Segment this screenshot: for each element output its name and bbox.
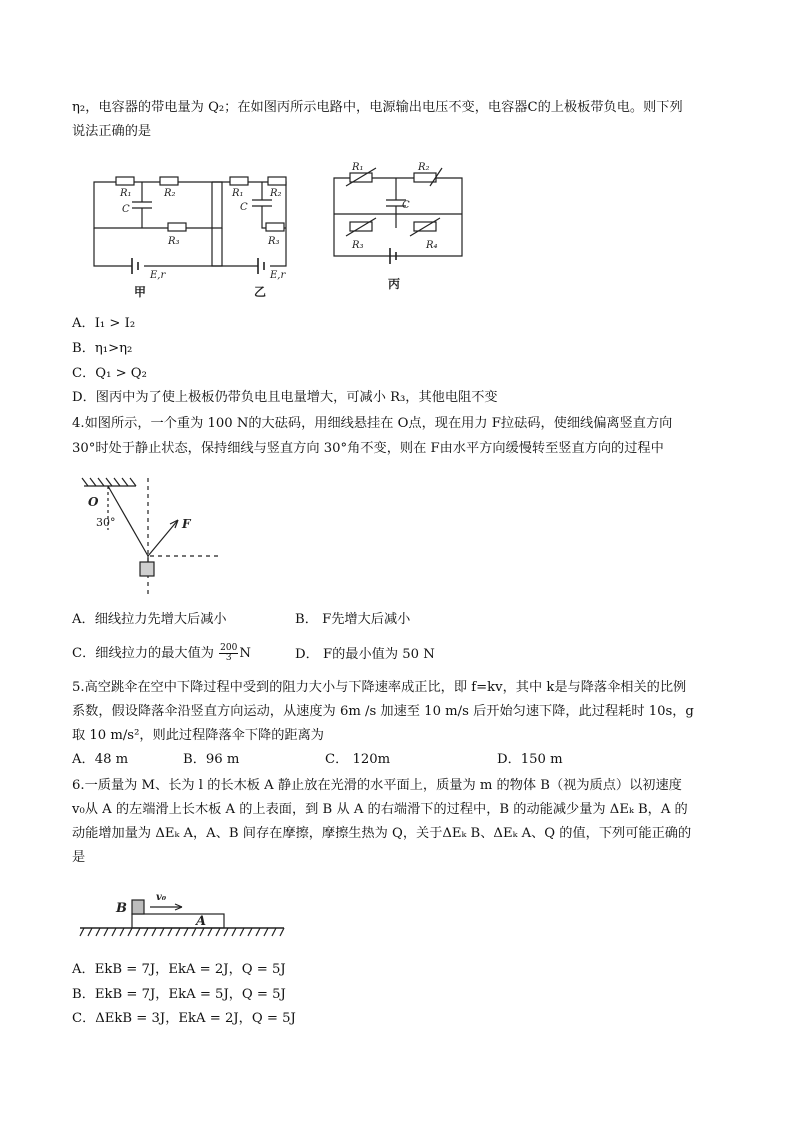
q4-option-c-unit: N <box>239 646 251 661</box>
q5-stem-line-1: 5.高空跳伞在空中下降过程中受到的阻力大小与下降速率成正比，即 f=kv，其中 k是与降落伞相关的比例 <box>72 680 687 695</box>
q4-option-c[interactable] <box>72 644 251 663</box>
jia-R3-label: R₃ <box>168 236 180 247</box>
q4-stem-line-1: 4.如图所示，一个重为 100 N的大砝码，用细线悬挂在 O点，现在用力 F拉砝码，使细线偏离竖直方向 <box>72 416 673 431</box>
q4-stem-line-2: 30°时处于静止状态，保持细线与竖直方向 30°角不变，则在 F由水平方向缓慢转至竖直方向的过程中 <box>72 441 664 456</box>
q6-block-B-label: B <box>116 901 127 916</box>
bing-R1-label: R₁ <box>352 162 364 173</box>
jia-caption: 甲 <box>134 285 147 299</box>
q3-option-a[interactable]: A．I₁ > I₂ <box>72 316 136 331</box>
q6-velocity-label: v₀ <box>156 892 167 903</box>
jia-E-label: E,r <box>150 270 166 281</box>
fraction-denominator: 3 <box>225 653 232 663</box>
fraction-numerator: 200 <box>220 643 238 653</box>
q6-board-A-label: A <box>196 914 207 929</box>
q6-stem-line-4: 是 <box>72 850 86 865</box>
yi-R1-label: R₁ <box>232 188 244 199</box>
q3-option-b[interactable]: B．η₁>η₂ <box>72 341 133 356</box>
q5-option-c[interactable]: C． 120m <box>325 752 391 767</box>
q4-force-F-label: F <box>182 517 191 531</box>
q4-option-d[interactable]: D． F的最小值为 50 N <box>295 647 435 662</box>
bing-R4-label: R₄ <box>426 240 438 251</box>
jia-R2-label: R₂ <box>164 188 176 199</box>
q3-option-d[interactable]: D．图丙中为了使上极板仍带负电且电量增大，可减小 R₃，其他电阻不变 <box>72 390 498 405</box>
bing-R3-label: R₃ <box>352 240 364 251</box>
yi-R2-label: R₂ <box>270 188 282 199</box>
q5-option-b[interactable]: B．96 m <box>183 752 240 767</box>
q3-circuit-figures <box>80 156 480 302</box>
q4-point-O-label: O <box>88 495 99 509</box>
q6-option-c[interactable]: C．ΔEkB = 3J，EkA = 2J，Q = 5J <box>72 1011 296 1026</box>
q4-force-diagram <box>78 472 228 600</box>
yi-E-label: E,r <box>270 270 286 281</box>
q4-option-c-fraction <box>219 644 238 663</box>
bing-R2-label: R₂ <box>418 162 430 173</box>
q4-option-c-text: C．细线拉力的最大值为 <box>72 646 214 661</box>
bing-C-label: C <box>402 200 410 211</box>
q6-board-block-figure <box>78 880 288 942</box>
q4-angle-label: 30° <box>96 516 116 529</box>
bing-caption: 丙 <box>388 277 401 291</box>
q6-option-b[interactable]: B．EkB = 7J，EkA = 5J，Q = 5J <box>72 987 286 1002</box>
q4-option-a[interactable]: A．细线拉力先增大后减小 <box>72 612 227 627</box>
q3-option-c[interactable]: C．Q₁ > Q₂ <box>72 366 147 381</box>
q5-stem-line-3: 取 10 m/s²，则此过程降落伞下降的距离为 <box>72 728 324 743</box>
yi-caption: 乙 <box>254 285 267 299</box>
q6-option-a[interactable]: A．EkB = 7J，EkA = 2J，Q = 5J <box>72 962 286 977</box>
q4-option-b[interactable]: B． F先增大后减小 <box>295 612 411 627</box>
jia-C-label: C <box>122 204 130 215</box>
q6-stem-line-1: 6.一质量为 M、长为 l 的长木板 A 静止放在光滑的水平面上，质量为 m 的物体 B（视为质点）以初速度 <box>72 778 682 793</box>
q5-option-a[interactable]: A．48 m <box>72 752 129 767</box>
jia-R1-label: R₁ <box>120 188 132 199</box>
q3-stem-line-2: 说法正确的是 <box>72 124 152 139</box>
q5-stem-line-2: 系数，假设降落伞沿竖直方向运动，从速度为 6m /s 加速至 10 m/s 后开始匀速下降，此过程耗时 10s，g <box>72 704 694 719</box>
q5-option-d[interactable]: D．150 m <box>497 752 563 767</box>
q3-stem-line-1: η₂，电容器的带电量为 Q₂；在如图丙所示电路中，电源输出电压不变，电容器C的上极板带负电。则下列 <box>72 100 683 115</box>
yi-C-label: C <box>240 202 248 213</box>
yi-R3-label: R₃ <box>268 236 280 247</box>
q6-stem-line-3: 动能增加量为 ΔEₖ A，A、B 间存在摩擦，摩擦生热为 Q，关于ΔEₖ B、ΔEₖ A、Q 的值，下列可能正确的 <box>72 826 692 841</box>
q6-stem-line-2: v₀从 A 的左端滑上长木板 A 的上表面，到 B 从 A 的右端滑下的过程中，B 的动能减少量为 ΔEₖ B，A 的 <box>72 802 688 817</box>
